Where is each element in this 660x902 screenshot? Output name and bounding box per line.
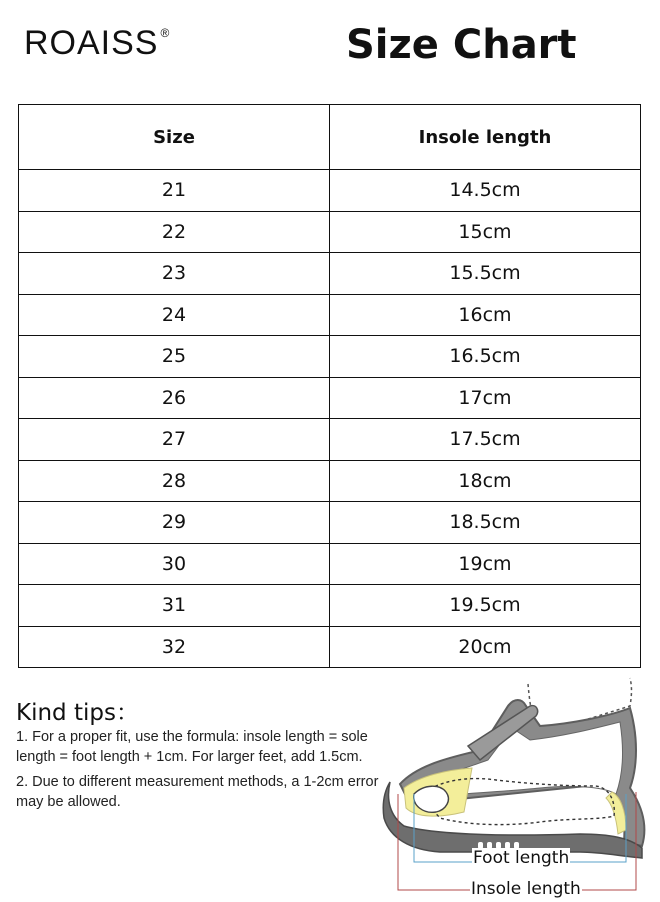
registered-mark: ® xyxy=(160,26,171,40)
table-row xyxy=(19,294,641,336)
toes xyxy=(414,786,449,812)
insole-length-cell: 19.5cm xyxy=(330,585,641,627)
page-title: Size Chart xyxy=(346,22,577,68)
insole-length-cell: 17.5cm xyxy=(330,419,641,461)
insole-length-cell: 14.5cm xyxy=(330,170,641,212)
insole-length-cell: 15.5cm xyxy=(330,253,641,295)
brand-name: ROAISS xyxy=(24,24,159,62)
size-cell: 27 xyxy=(19,419,330,461)
tip-item: 2. Due to different measurement methods, a 1-2cm error may be allowed. xyxy=(16,774,379,810)
size-cell: 24 xyxy=(19,294,330,336)
size-table xyxy=(18,104,641,668)
size-cell: 30 xyxy=(19,543,330,585)
shoe-diagram xyxy=(380,676,650,898)
size-cell: 32 xyxy=(19,626,330,668)
tips-list xyxy=(16,728,408,818)
size-cell: 23 xyxy=(19,253,330,295)
insole-length-cell: 15cm xyxy=(330,211,641,253)
insole-length-cell: 16.5cm xyxy=(330,336,641,378)
size-cell: 28 xyxy=(19,460,330,502)
size-cell: 26 xyxy=(19,377,330,419)
insole-length-cell: 19cm xyxy=(330,543,641,585)
foot-length-label: Foot length xyxy=(473,848,570,868)
table-body xyxy=(19,170,641,668)
size-cell: 22 xyxy=(19,211,330,253)
table-row xyxy=(19,626,641,668)
size-cell: 21 xyxy=(19,170,330,212)
insole-length-cell: 17cm xyxy=(330,377,641,419)
table-row xyxy=(19,419,641,461)
table-row xyxy=(19,543,641,585)
header-insole-length: Insole length xyxy=(330,105,641,170)
table-row xyxy=(19,377,641,419)
insole-length-label: Insole length xyxy=(471,879,581,899)
table-row xyxy=(19,336,641,378)
table-row xyxy=(19,460,641,502)
size-cell: 25 xyxy=(19,336,330,378)
table-row xyxy=(19,585,641,627)
table-header-row xyxy=(19,105,641,170)
insole-length-cell: 20cm xyxy=(330,626,641,668)
table-row xyxy=(19,502,641,544)
tips-title: Kind tips： xyxy=(16,700,139,726)
tip-item: 1. For a proper fit, use the formula: insole length = sole length = foot length + 1cm. For larger feet, add 1.5cm. xyxy=(16,729,368,765)
insole-length-cell: 18cm xyxy=(330,460,641,502)
size-cell: 31 xyxy=(19,585,330,627)
insole-length-cell: 18.5cm xyxy=(330,502,641,544)
insole-length-cell: 16cm xyxy=(330,294,641,336)
size-cell: 29 xyxy=(19,502,330,544)
table-row xyxy=(19,253,641,295)
brand-logo xyxy=(24,24,170,63)
header-size: Size xyxy=(19,105,330,170)
table-row xyxy=(19,211,641,253)
table-row xyxy=(19,170,641,212)
